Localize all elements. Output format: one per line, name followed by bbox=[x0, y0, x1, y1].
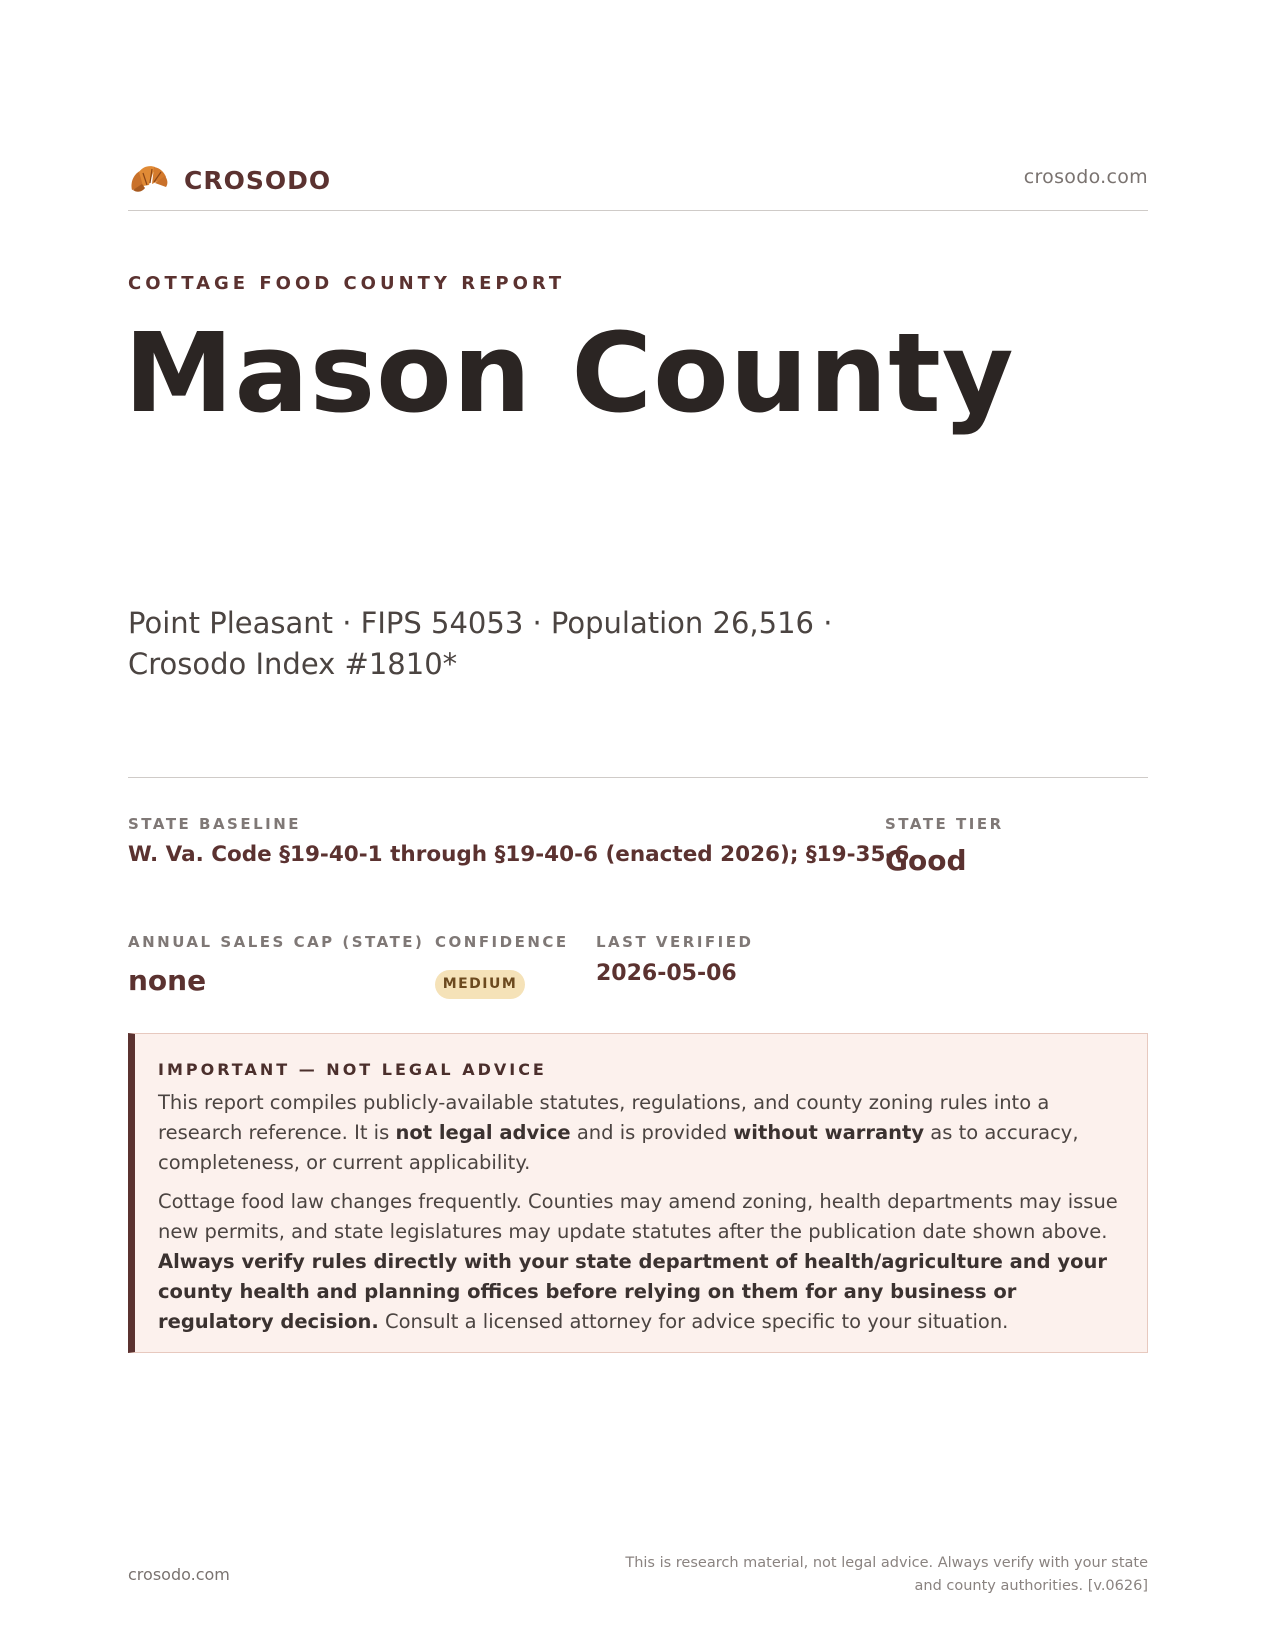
state-tier-label: STATE TIER bbox=[885, 815, 1004, 833]
confidence-label: CONFIDENCE bbox=[435, 933, 569, 951]
confidence-badge: MEDIUM bbox=[435, 970, 525, 999]
divider bbox=[128, 777, 1148, 778]
sales-cap-value: none bbox=[128, 964, 207, 997]
brand[interactable] bbox=[128, 160, 331, 200]
footer-site-link[interactable]: crosodo.com bbox=[128, 1565, 230, 1584]
last-verified-value: 2026-05-06 bbox=[596, 961, 737, 986]
last-verified-label: LAST VERIFIED bbox=[596, 933, 754, 951]
disclaimer-paragraph-2: Cottage food law changes frequently. Counties may amend zoning, health departments may issue new permits, and state legislatures may update statutes after the publication date shown above. Always verify rules directly with your state department of health/agriculture and your county health and planning offices before relying on them for any business or regulatory decision. Consult a licensed attorney for advice specific to your situation. bbox=[158, 1190, 1118, 1333]
brand-name: CROSODO bbox=[184, 165, 332, 195]
page-title: Mason County bbox=[124, 309, 1015, 437]
state-baseline-label: STATE BASELINE bbox=[128, 815, 302, 833]
disclaimer-heading: IMPORTANT — NOT LEGAL ADVICE bbox=[158, 1060, 547, 1079]
report-subtitle: Point Pleasant · FIPS 54053 · Population 26,516 · Crosodo Index #1810* bbox=[128, 606, 833, 681]
state-tier-value: Good bbox=[885, 844, 967, 877]
report-kicker: COTTAGE FOOD COUNTY REPORT bbox=[128, 273, 566, 294]
site-link[interactable]: crosodo.com bbox=[1023, 166, 1148, 188]
disclaimer-paragraph-1: This report compiles publicly-available statutes, regulations, and county zoning rules into a research reference. It is not legal advice and is provided without warranty as to accuracy, completeness, or current applicability. bbox=[158, 1091, 1079, 1174]
page-header bbox=[128, 160, 1148, 211]
state-baseline-value: W. Va. Code §19-40-1 through §19-40-6 (enacted 2026); §19-35-6 bbox=[128, 842, 910, 867]
sales-cap-label: ANNUAL SALES CAP (STATE) bbox=[128, 933, 425, 951]
croissant-icon bbox=[128, 160, 170, 200]
legal-disclaimer-callout bbox=[128, 1033, 1148, 1353]
footer-disclaimer: This is research material, not legal advice. Always verify with your state and county authorities. [v.0626] bbox=[625, 1555, 1148, 1594]
